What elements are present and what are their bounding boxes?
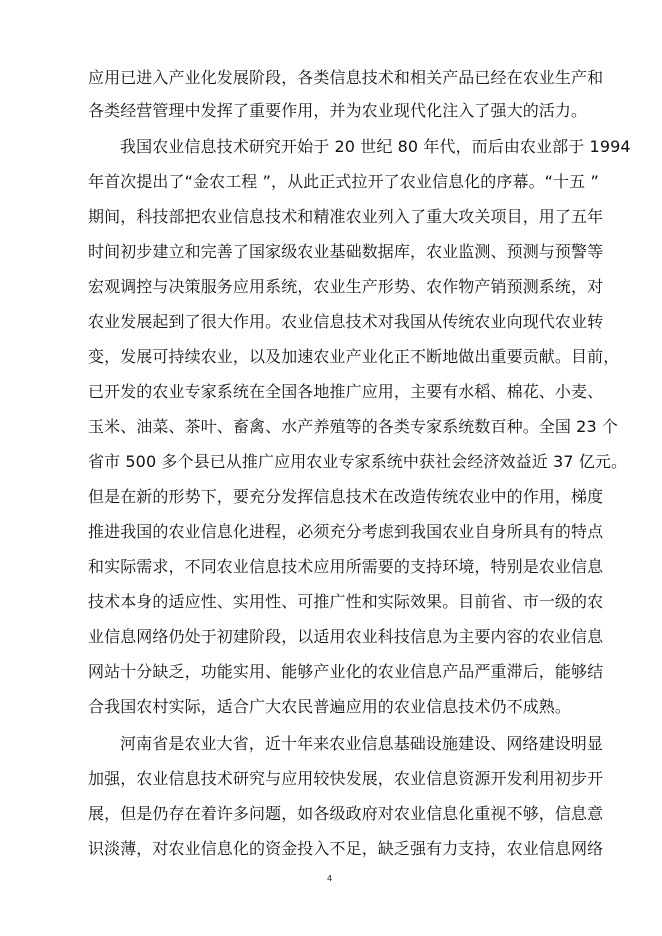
text-line: 已开发的农业专家系统在全国各地推广应用，主要有水稻、棉花、小麦、 [88, 382, 604, 401]
text-line: 农业发展起到了很大作用。农业信息技术对我国从传统农业向现代农业转 [88, 312, 604, 331]
page-number: 4 [327, 874, 333, 883]
text-line: 展，但是仍存在着许多问题，如各级政府对农业信息化重视不够，信息意 [88, 804, 604, 823]
text-line: 变，发展可持续农业，以及加速农业产业化正不断地做出重要贡献。目前， [88, 347, 620, 366]
text-line: 宏观调控与决策服务应用系统，农业生产形势、农作物产销预测系统，对 [88, 277, 604, 296]
text-line: 时间初步建立和完善了国家级农业基础数据库，农业监测、预测与预警等 [88, 242, 604, 261]
paragraph-first-line: 我国农业信息技术研究开始于 20 世纪 80 年代，而后由农业部于 1994 [120, 137, 631, 156]
text-line: 省市 500 多个县已从推广应用农业专家系统中获社会经济效益近 37 亿元。 [88, 452, 628, 471]
text-line: 玉米、油菜、茶叶、畜禽、水产养殖等的各类专家系统数百种。全国 23 个 [88, 417, 619, 436]
text-line: 合我国农村实际，适合广大农民普遍应用的农业信息技术仍不成熟。 [88, 697, 572, 716]
text-line: 网站十分缺乏，功能实用、能够产业化的农业信息产品严重滞后，能够结 [88, 662, 604, 681]
text-line: 和实际需求，不同农业信息技术应用所需要的支持环境，特别是农业信息 [88, 557, 604, 576]
text-line: 业信息网络仍处于初建阶段，以适用农业科技信息为主要内容的农业信息 [88, 627, 604, 646]
text-line: 应用已进入产业化发展阶段，各类信息技术和相关产品已经在农业生产和 [88, 68, 604, 87]
text-line: 年首次提出了“金农工程 ”，从此正式拉开了农业信息化的序幕。“十五 ” [88, 172, 599, 191]
text-line: 各类经营管理中发挥了重要作用，并为农业现代化注入了强大的活力。 [88, 101, 588, 120]
text-line: 技术本身的适应性、实用性、可推广性和实际效果。目前省、市一级的农 [88, 592, 604, 611]
text-line: 加强，农业信息技术研究与应用较快发展，农业信息资源开发利用初步开 [88, 769, 604, 788]
paragraph-first-line: 河南省是农业大省，近十年来农业信息基础设施建设、网络建设明显 [120, 734, 604, 753]
text-line: 识淡薄，对农业信息化的资金投入不足，缺乏强有力支持，农业信息网络 [88, 839, 604, 858]
text-line: 但是在新的形势下，要充分发挥信息技术在改造传统农业中的作用，梯度 [88, 487, 604, 506]
text-line: 期间，科技部把农业信息技术和精准农业列入了重大攻关项目，用了五年 [88, 207, 604, 226]
text-line: 推进我国的农业信息化进程，必须充分考虑到我国农业自身所具有的特点 [88, 522, 604, 541]
